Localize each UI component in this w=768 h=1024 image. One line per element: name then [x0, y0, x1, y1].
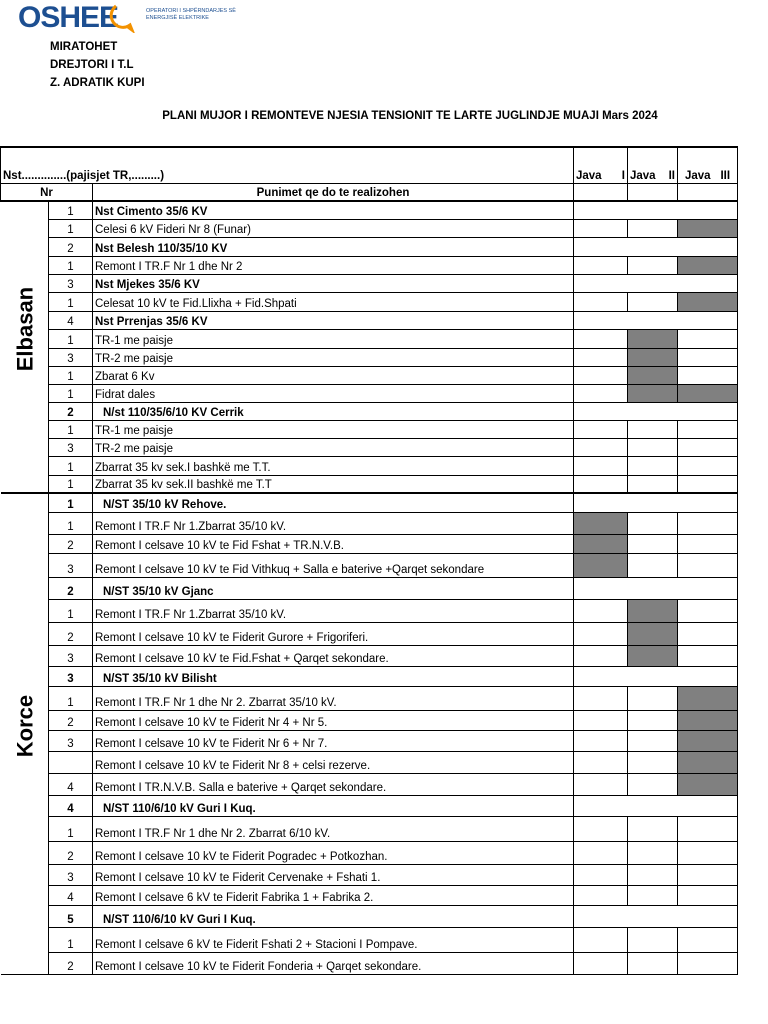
row-number: 3	[49, 730, 93, 751]
table-row	[1, 816, 738, 841]
table-row	[1, 710, 738, 730]
row-number: 1	[49, 493, 93, 512]
week-2-cell	[628, 329, 678, 348]
station-week-span	[574, 201, 738, 219]
week-1-cell	[574, 456, 628, 475]
station-week-span	[574, 402, 738, 420]
row-number: 3	[49, 553, 93, 577]
work-description: Remont I celsave 10 kV te Fiderit Gurore + Frigoriferi.	[93, 622, 574, 645]
row-number: 2	[49, 622, 93, 645]
row-number: 5	[49, 905, 93, 927]
table-row	[1, 493, 738, 512]
week-2-cell	[628, 420, 678, 438]
station-week-span	[574, 493, 738, 512]
table-row	[1, 927, 738, 952]
week-2-cell	[628, 438, 678, 456]
week-2-cell	[628, 841, 678, 864]
station-name: N/ST 110/6/10 kV Guri I Kuq.	[93, 905, 574, 927]
week-1-cell	[574, 420, 628, 438]
table-row	[1, 237, 738, 256]
table-row	[1, 402, 738, 420]
week-2-cell	[628, 864, 678, 885]
row-number: 2	[49, 841, 93, 864]
header-week-2-num: II	[668, 169, 675, 182]
row-number: 4	[49, 773, 93, 795]
region-elbasan	[1, 201, 49, 493]
station-week-span	[574, 666, 738, 686]
week-1-cell	[574, 730, 628, 751]
work-description: Remont I TR.F Nr 1 dhe Nr 2. Zbarrat 35/10 kV.	[93, 686, 574, 710]
week-1-cell	[574, 329, 628, 348]
week-3-cell	[678, 256, 738, 274]
week-1-cell	[574, 512, 628, 534]
work-description: Remont I TR.F Nr 1.Zbarrat 35/10 kV.	[93, 599, 574, 622]
station-name: Nst Mjekes 35/6 KV	[93, 274, 574, 292]
week-2-cell	[628, 751, 678, 773]
table-row	[1, 622, 738, 645]
table-row	[1, 864, 738, 885]
week-1-cell	[574, 348, 628, 366]
work-description: Remont I TR.N.V.B. Salla e baterive + Qarqet sekondare.	[93, 773, 574, 795]
table-row	[1, 730, 738, 751]
week-3-cell	[678, 841, 738, 864]
row-number: 2	[49, 710, 93, 730]
table-row	[1, 438, 738, 456]
week-1-cell	[574, 773, 628, 795]
header-nr: Nr	[1, 183, 93, 201]
table-subheader-row	[1, 183, 738, 201]
week-3-cell	[678, 456, 738, 475]
station-week-span	[574, 311, 738, 329]
table-row	[1, 292, 738, 311]
week-2-cell	[628, 730, 678, 751]
header-blank-2	[628, 183, 678, 201]
row-number: 1	[49, 420, 93, 438]
table-row	[1, 456, 738, 475]
work-description: Remont I celsave 10 kV te Fiderit Nr 6 + Nr 7.	[93, 730, 574, 751]
week-3-cell	[678, 553, 738, 577]
header-blank-3	[678, 183, 738, 201]
week-2-cell	[628, 686, 678, 710]
header-week-3-label: Java	[684, 169, 711, 182]
row-number: 1	[49, 927, 93, 952]
week-3-cell	[678, 384, 738, 402]
row-number: 3	[49, 645, 93, 666]
week-2-cell	[628, 366, 678, 384]
station-week-span	[574, 274, 738, 292]
week-3-cell	[678, 292, 738, 311]
table-row	[1, 686, 738, 710]
row-number: 1	[49, 384, 93, 402]
week-1-cell	[574, 864, 628, 885]
table-row	[1, 795, 738, 816]
week-1-cell	[574, 885, 628, 905]
week-3-cell	[678, 710, 738, 730]
week-1-cell	[574, 927, 628, 952]
week-1-cell	[574, 645, 628, 666]
table-row	[1, 577, 738, 599]
station-name: Nst Prrenjas 35/6 KV	[93, 311, 574, 329]
row-number: 2	[49, 952, 93, 974]
row-number: 1	[49, 256, 93, 274]
week-1-cell	[574, 438, 628, 456]
work-description: Zbarrat 35 kv sek.I bashkë me T.T.	[93, 456, 574, 475]
table-header-row	[1, 147, 738, 183]
row-number: 2	[49, 577, 93, 599]
week-2-cell	[628, 927, 678, 952]
work-description: Remont I celsave 6 kV te Fiderit Fshati 2 + Stacioni I Pompave.	[93, 927, 574, 952]
week-3-cell	[678, 751, 738, 773]
table-row	[1, 219, 738, 237]
header-week-2-label: Java	[630, 169, 656, 182]
week-3-cell	[678, 622, 738, 645]
row-number: 3	[49, 438, 93, 456]
work-description: Fidrat dales	[93, 384, 574, 402]
work-description: Remont I celsave 10 kV te Fid Fshat + TR.N.V.B.	[93, 534, 574, 553]
header-week-2	[628, 147, 678, 183]
week-3-cell	[678, 329, 738, 348]
work-description: TR-2 me paisje	[93, 438, 574, 456]
table-row	[1, 256, 738, 274]
work-description: Celesat 10 kV te Fid.Llixha + Fid.Shpati	[93, 292, 574, 311]
week-2-cell	[628, 622, 678, 645]
work-description: Remont I celsave 10 kV te Fiderit Pogradec + Potkozhan.	[93, 841, 574, 864]
header-week-3-num: III	[720, 169, 731, 182]
station-name: N/ST 35/10 kV Rehove.	[93, 493, 574, 512]
week-1-cell	[574, 219, 628, 237]
row-number: 1	[49, 219, 93, 237]
week-1-cell	[574, 475, 628, 493]
work-description: Zbarat 6 Kv	[93, 366, 574, 384]
station-name: Nst Belesh 110/35/10 KV	[93, 237, 574, 256]
week-1-cell	[574, 710, 628, 730]
station-week-span	[574, 237, 738, 256]
work-description: Zbarrat 35 kv sek.II bashkë me T.T	[93, 475, 574, 493]
approval-block	[50, 38, 145, 92]
row-number: 1	[49, 512, 93, 534]
row-number: 1	[49, 599, 93, 622]
week-1-cell	[574, 256, 628, 274]
table-row	[1, 666, 738, 686]
work-description: Remont I celsave 10 kV te Fid Vithkuq + Salla e baterive +Qarqet sekondare	[93, 553, 574, 577]
row-number: 1	[49, 366, 93, 384]
work-description: TR-2 me paisje	[93, 348, 574, 366]
row-number: 3	[49, 666, 93, 686]
table-row	[1, 348, 738, 366]
week-2-cell	[628, 256, 678, 274]
week-2-cell	[628, 952, 678, 974]
table-row	[1, 384, 738, 402]
table-row	[1, 553, 738, 577]
work-description: TR-1 me paisje	[93, 420, 574, 438]
week-1-cell	[574, 816, 628, 841]
station-name: Nst Cimento 35/6 KV	[93, 201, 574, 219]
work-description: Remont I celsave 10 kV te Fiderit Nr 4 + Nr 5.	[93, 710, 574, 730]
week-2-cell	[628, 219, 678, 237]
week-1-cell	[574, 292, 628, 311]
table-row	[1, 512, 738, 534]
station-week-span	[574, 577, 738, 599]
week-3-cell	[678, 816, 738, 841]
week-2-cell	[628, 773, 678, 795]
logo-subtitle: OPERATORI I SHPËRNDARJES SË ENERGJISË ELEKTRIKE	[146, 8, 236, 21]
region-label: Elbasan	[11, 286, 37, 371]
row-number	[49, 751, 93, 773]
table-row	[1, 366, 738, 384]
row-number: 1	[49, 475, 93, 493]
work-description: Remont I TR.F Nr 1 dhe Nr 2	[93, 256, 574, 274]
header-blank-1	[574, 183, 628, 201]
week-3-cell	[678, 438, 738, 456]
week-2-cell	[628, 553, 678, 577]
header-week-3	[678, 147, 738, 183]
week-1-cell	[574, 622, 628, 645]
week-3-cell	[678, 730, 738, 751]
header-main: Nst..............(pajisjet TR,.........)	[1, 147, 574, 183]
row-number: 1	[49, 292, 93, 311]
row-number: 1	[49, 816, 93, 841]
week-3-cell	[678, 348, 738, 366]
week-1-cell	[574, 751, 628, 773]
week-1-cell	[574, 686, 628, 710]
table-row	[1, 534, 738, 553]
week-2-cell	[628, 599, 678, 622]
week-3-cell	[678, 927, 738, 952]
week-3-cell	[678, 534, 738, 553]
week-3-cell	[678, 773, 738, 795]
row-number: 2	[49, 237, 93, 256]
row-number: 4	[49, 885, 93, 905]
week-2-cell	[628, 645, 678, 666]
week-2-cell	[628, 885, 678, 905]
row-number: 3	[49, 348, 93, 366]
region-label: Korce	[11, 695, 37, 758]
header-week-1	[574, 147, 628, 183]
week-3-cell	[678, 219, 738, 237]
week-2-cell	[628, 816, 678, 841]
week-2-cell	[628, 534, 678, 553]
row-number: 1	[49, 456, 93, 475]
week-3-cell	[678, 599, 738, 622]
header-works: Punimet qe do te realizohen	[93, 183, 574, 201]
logo-pin-icon	[106, 3, 140, 33]
table-row	[1, 645, 738, 666]
table-row	[1, 751, 738, 773]
week-3-cell	[678, 952, 738, 974]
row-number: 2	[49, 534, 93, 553]
work-description: Remont I TR.F Nr 1 dhe Nr 2. Zbarrat 6/10 kV.	[93, 816, 574, 841]
week-1-cell	[574, 366, 628, 384]
week-3-cell	[678, 686, 738, 710]
work-description: Celesi 6 kV Fideri Nr 8 (Funar)	[93, 219, 574, 237]
table-row	[1, 274, 738, 292]
table-row	[1, 420, 738, 438]
week-1-cell	[574, 599, 628, 622]
row-number: 3	[49, 274, 93, 292]
approval-line-1: MIRATOHET	[50, 41, 118, 53]
logo-wordmark: OSHEE	[18, 1, 119, 34]
row-number: 3	[49, 864, 93, 885]
approval-line-3: Z. ADRATIK KUPI	[50, 77, 145, 89]
work-description: Remont I TR.F Nr 1.Zbarrat 35/10 kV.	[93, 512, 574, 534]
week-3-cell	[678, 475, 738, 493]
station-week-span	[574, 795, 738, 816]
row-number: 2	[49, 402, 93, 420]
header-week-1-num: I	[621, 169, 625, 182]
work-description: Remont I celsave 10 kV te Fid.Fshat + Qarqet sekondare.	[93, 645, 574, 666]
week-2-cell	[628, 456, 678, 475]
week-2-cell	[628, 475, 678, 493]
header-week-1-label: Java	[576, 169, 602, 182]
station-week-span	[574, 905, 738, 927]
table-row	[1, 773, 738, 795]
row-number: 1	[49, 201, 93, 219]
week-2-cell	[628, 348, 678, 366]
table-row	[1, 599, 738, 622]
station-name: N/ST 35/10 kV Gjanc	[93, 577, 574, 599]
region-korce	[1, 493, 49, 974]
approval-line-2: DREJTORI I T.L	[50, 59, 134, 71]
oshee-logo	[18, 0, 236, 40]
work-description: TR-1 me paisje	[93, 329, 574, 348]
week-2-cell	[628, 710, 678, 730]
week-3-cell	[678, 645, 738, 666]
table-row	[1, 329, 738, 348]
row-number: 1	[49, 686, 93, 710]
table-row	[1, 475, 738, 493]
week-2-cell	[628, 384, 678, 402]
week-3-cell	[678, 885, 738, 905]
row-number: 4	[49, 795, 93, 816]
week-1-cell	[574, 384, 628, 402]
table-row	[1, 841, 738, 864]
work-description: Remont I celsave 10 kV te Fiderit Fonderia + Qarqet sekondare.	[93, 952, 574, 974]
station-name: N/ST 110/6/10 kV Guri I Kuq.	[93, 795, 574, 816]
station-name: N/ST 35/10 kV Bilisht	[93, 666, 574, 686]
week-3-cell	[678, 366, 738, 384]
document-title: PLANI MUJOR I REMONTEVE NJESIA TENSIONIT TE LARTE JUGLINDJE MUAJI Mars 2024	[162, 110, 658, 122]
week-3-cell	[678, 864, 738, 885]
row-number: 1	[49, 329, 93, 348]
week-3-cell	[678, 420, 738, 438]
maintenance-plan-table	[0, 146, 738, 975]
row-number: 4	[49, 311, 93, 329]
week-1-cell	[574, 553, 628, 577]
table-row	[1, 201, 738, 219]
week-2-cell	[628, 512, 678, 534]
table-row	[1, 952, 738, 974]
week-1-cell	[574, 841, 628, 864]
work-description: Remont I celsave 10 kV te Fiderit Nr 8 + celsi rezerve.	[93, 751, 574, 773]
work-description: Remont I celsave 10 kV te Fiderit Cervenake + Fshati 1.	[93, 864, 574, 885]
table-row	[1, 311, 738, 329]
week-2-cell	[628, 292, 678, 311]
week-1-cell	[574, 952, 628, 974]
week-3-cell	[678, 512, 738, 534]
station-name: N/st 110/35/6/10 KV Cerrik	[93, 402, 574, 420]
table-row	[1, 905, 738, 927]
work-description: Remont I celsave 6 kV te Fiderit Fabrika 1 + Fabrika 2.	[93, 885, 574, 905]
table-row	[1, 885, 738, 905]
week-1-cell	[574, 534, 628, 553]
